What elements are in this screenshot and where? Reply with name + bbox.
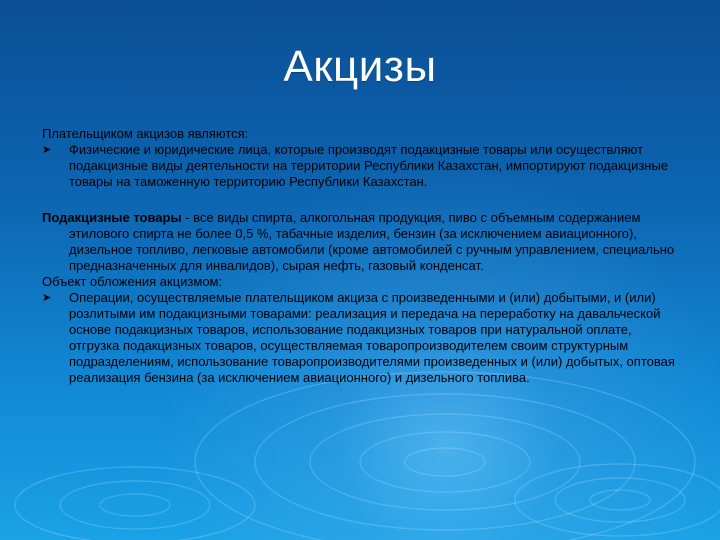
excisable-goods-definition [42, 210, 682, 274]
slide-body [42, 126, 682, 386]
payers-bullet-text: Физические и юридические лица, которые производят подакцизные товары или осуществляют подакцизные виды деятельности на территории Республики Казахстан, импортируют подакцизные товары на таможенную территорию Республики Казахстан. [69, 142, 669, 189]
arrowhead-bullet-icon: ➤ [42, 144, 52, 156]
excisable-goods-text: - все виды спирта, алкогольная продукция, пиво с объемным содержанием этилового спирта не более 0,5 %, табачные изделия, бензин (за исключением авиационного), дизельное топливо, легковые автомобили (кроме автомобилей с ручным управлением, специально предназначенных для инвалидов), сырая нефть, газовый конденсат. [69, 210, 675, 273]
arrowhead-bullet-icon: ➤ [42, 292, 52, 304]
taxation-object-bullet-text: Операции, осуществляемые плательщиком акциза с произведенными и (или) добытыми, и (или) розлитыми им подакцизными товарами: реализация и передача на переработку на давальческой основе подакцизных товаров, использование подакцизных товаров при натуральной оплате, отгрузка подакцизных товаров, осуществляемая товаропроизводителем своим структурным подразделениям, использование товаропроизводителями произведенных и (или) добытых, оптовая реализация бензина (за исключением авиационного) и дизельного топлива. [69, 290, 675, 385]
slide-title: Акцизы [283, 42, 437, 91]
excisable-goods-term: Подакцизные товары [42, 210, 182, 225]
taxation-object-heading: Объект обложения акцизмом: [42, 274, 223, 289]
taxation-object-bullet [42, 290, 682, 386]
payers-heading: Плательщиком акцизов являются: [42, 126, 249, 141]
payers-bullet [42, 142, 682, 190]
